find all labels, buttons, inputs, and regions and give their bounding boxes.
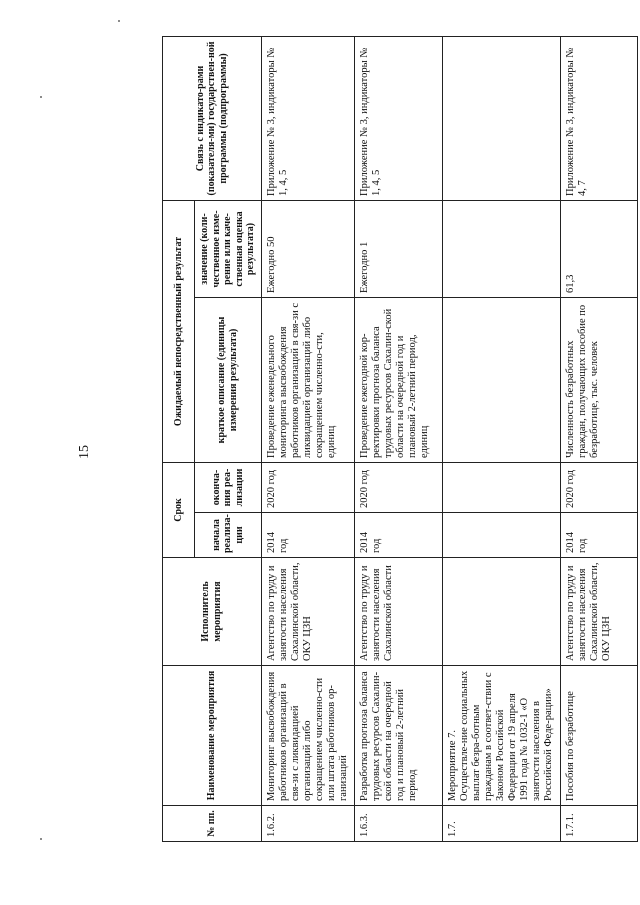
header-executor: Исполнитель мероприятия — [163, 558, 262, 666]
cell-desc — [442, 297, 560, 462]
header-result: Ожидаемый непосредственный результат — [163, 200, 195, 462]
page-number: 15 — [77, 445, 92, 459]
cell-executor: Агентство по труду и занятости населения Сахалинской области — [354, 558, 442, 666]
cell-value: Ежегодно 50 — [261, 200, 354, 297]
cell-link — [442, 36, 560, 200]
cell-link: Приложение № 3, индикаторы № 4, 7 — [560, 36, 637, 200]
cell-start: 2014 год — [354, 513, 442, 558]
scan-speck — [40, 96, 42, 98]
cell-value: Ежегодно 1 — [354, 200, 442, 297]
header-link: Связь с индикато-рами (показателя-ми) государствен-ной программы (подпрограммы) — [163, 36, 262, 200]
measures-table — [162, 36, 638, 842]
cell-start: 2014 год — [560, 513, 637, 558]
cell-end — [442, 462, 560, 512]
cell-end: 2020 год — [261, 462, 354, 512]
cell-end: 2020 год — [354, 462, 442, 512]
cell-executor: Агентство по труду и занятости населения Сахалинской области, ОКУ ЦЗН — [261, 558, 354, 666]
cell-end: 2020 год — [560, 462, 637, 512]
scan-speck — [118, 20, 120, 22]
table-row — [442, 36, 560, 841]
cell-link: Приложение № 3, индикаторы № 1, 4, 5 — [261, 36, 354, 200]
table-row — [261, 36, 354, 841]
cell-value — [442, 200, 560, 297]
header-num: № пп. — [163, 806, 262, 842]
header-result-desc: краткое описание (единицы измерения результата) — [195, 297, 262, 462]
cell-name: Разработка прогноза баланса трудовых ресурсов Сахалин-ской области на очередной год и плановый 2-летний период — [354, 666, 442, 806]
cell-num: 1.6.3. — [354, 806, 442, 842]
cell-link: Приложение № 3, индикаторы № 1, 4, 5 — [354, 36, 442, 200]
cell-num: 1.7.1. — [560, 806, 637, 842]
header-term: Срок — [163, 462, 195, 557]
cell-num: 1.7. — [442, 806, 560, 842]
cell-name: Мероприятие 7. Осуществле-ние социальных выплат безра-ботным гражданам в соответ-ствии с Законом Российской Федерации от 19 апреля 1991 года № 1032-1 «О занятости населения в Российской Феде-рации» — [442, 666, 560, 806]
cell-executor: Агентство по труду и занятости населения Сахалинской области, ОКУ ЦЗН — [560, 558, 637, 666]
cell-name: Пособия по безработице — [560, 666, 637, 806]
cell-start — [442, 513, 560, 558]
header-result-value: значение (коли-чественное изме-рение или каче-ственная оценка результата) — [195, 200, 262, 297]
cell-start: 2014 год — [261, 513, 354, 558]
scan-speck — [40, 838, 42, 840]
cell-desc: Численность безработных граждан, получающих пособие по безработице, тыс. человек — [560, 297, 637, 462]
cell-desc: Проведение ежегодной кор-ректировки прогноза баланса трудовых ресурсов Сахалин-ской области на очередной год и плановый 2-летний период, единиц — [354, 297, 442, 462]
header-name: Наименование мероприятия — [163, 666, 262, 806]
table-row — [354, 36, 442, 841]
cell-value: 61,3 — [560, 200, 637, 297]
cell-desc: Проведение еженедельного мониторинга высвобождения работников организаций в свя-зи с ликвидацией организаций либо сокращением численно-сти, единиц — [261, 297, 354, 462]
cell-executor — [442, 558, 560, 666]
table-row — [560, 36, 637, 841]
header-term-start: начала реализа-ции — [195, 513, 262, 558]
cell-num: 1.6.2. — [261, 806, 354, 842]
rotated-table-container — [162, 37, 623, 842]
cell-name: Мониторинг высвобождения работников организаций в свя-зи с ликвидацией организаций либо сокращением численно-сти или штата работников ор-ганизаций — [261, 666, 354, 806]
header-term-end: оконча-ния реа-лизации — [195, 462, 262, 512]
